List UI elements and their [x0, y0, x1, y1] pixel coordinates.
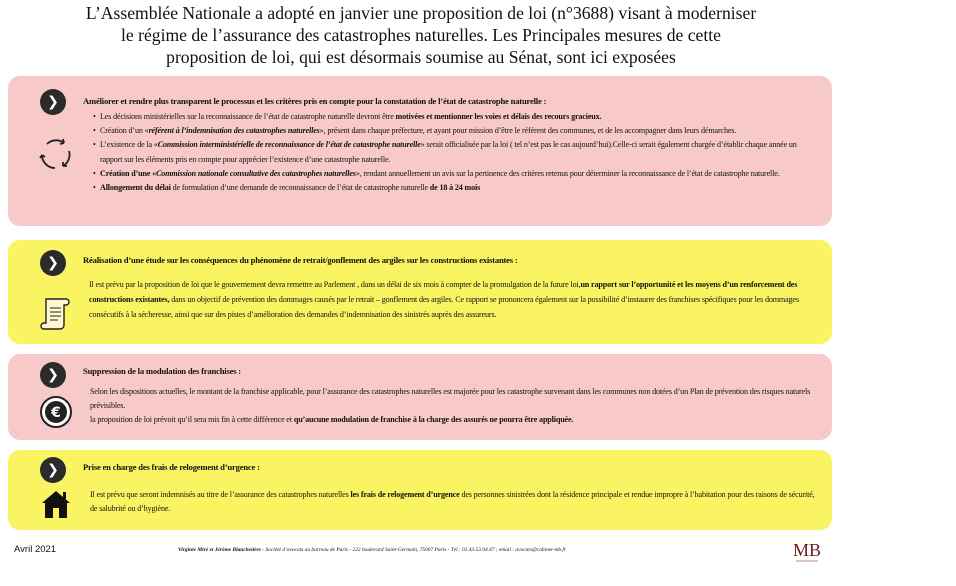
- section-body: Selon les dispositions actuelles, le montant de la franchise applicable, pour l’assurance des catastrophes naturelles est majorée pour les catastrophe survenant dans les communes non dotées d’un Plan de prévention des risques naturels prévisibles. la proposition de loi prévoit qu’il sera mis fin à cette différence et qu’aucune modulation de franchise à la charge des assurés ne pourra être appliquée.: [90, 387, 811, 425]
- list-item: • Allongement du délai de formulation d’une demande de reconnaissance de l’état de catastrophe naturelle de 18 à 24 mois: [100, 181, 820, 195]
- chevron-right-icon: ❯: [40, 89, 66, 115]
- list-item: • L’existence de la «Commission interministérielle de reconnaissance de l’état de catastrophe naturelle» serait officialisée par la loi ( tel n’est pas le cas aujourd’hui).Celle-ci serait également chargée d’établir chaque année un rapport sur les éléments pris en compte pour apprécier l’existence d’une catastrophe naturelle.: [100, 138, 820, 166]
- list-item: • Les décisions ministérielles sur la reconnaissance de l’état de catastrophe naturelle devront être motivées et mentionner les voies et délais des recours gracieux.: [100, 110, 820, 124]
- section-heading: Suppression de la modulation des franchises :: [83, 366, 241, 376]
- chevron-right-icon: ❯: [40, 457, 66, 483]
- list-item: • Création d’un «référent à l’indemnisation des catastrophes naturelles», présent dans chaque préfecture, et ayant pour mission d’être le référent des communes, et de les accompagner dans leurs démarches.: [100, 124, 820, 138]
- title-line-1: L’Assemblée Nationale a adopté en janvier une proposition de loi (n°3688) visant à moderniser: [85, 3, 757, 23]
- section-body: Il est prévu que seront indemnisés au titre de l’assurance des catastrophes naturelles les frais de relogement d’urgence des personnes sinistrées dont la résidence principale et rendue impropre à l’habitation pour des raisons de sécurité, de salubrité ou d’hygiène.: [90, 490, 815, 514]
- page-title: [0, 2, 842, 68]
- svg-text:MB: MB: [792, 540, 822, 560]
- section-franchise-modulation: [8, 354, 832, 440]
- footer-credit: Virginie Miré et Jérôme Blanchetière - Société d’avocats au barreau de Paris - 222 boulevard Saint-Germain, 75007 Paris - Tél : 01.43.53.94.47 ; email : avocats@cabinet-mb.fr: [178, 547, 566, 553]
- section-catastrophe-recognition: [8, 76, 832, 226]
- firm-logo: [790, 534, 824, 568]
- footer-date: Avril 2021: [14, 544, 57, 555]
- list-item: • Création d’une «Commission nationale consultative des catastrophes naturelles», rendant annuellement un avis sur la pertinence des critères retenus pour déterminer la reconnaissance de l’état de catastrophe naturelle.: [100, 167, 820, 181]
- section-clay-study: [8, 240, 832, 344]
- section-heading: Prise en charge des frais de relogement d’urgence :: [83, 462, 260, 472]
- chevron-right-icon: ❯: [40, 250, 66, 276]
- svg-text:€: €: [51, 405, 61, 421]
- refresh-cycle-icon: [36, 134, 76, 174]
- title-line-3: proposition de loi, qui est désormais soumise au Sénat, sont ici exposées: [166, 47, 676, 67]
- section-body: Il est prévu par la proposition de loi que le gouvernement devra remettre au Parlement , dans un délai de six mois à compter de la promulgation de la future loi,un rapport sur l’opportunité et les moyens d’un renforcement des constructions existantes, dans un objectif de prévention des dommages causés par le retrait – gonflement des argiles. Ce rapport se prononcera également sur la possibilité d’instaurer des franchises spécifiques pour les dommages consécutifs à la sécheresse, ainsi que sur des pistes d’amélioration des demandes d’indemnisation des sinistrés auprès des assureurs.: [89, 280, 799, 320]
- chevron-right-icon: ❯: [40, 362, 66, 388]
- scroll-icon: [38, 294, 74, 332]
- house-icon: [38, 486, 74, 522]
- section-body: [90, 110, 820, 195]
- section-emergency-rehousing: [8, 450, 832, 530]
- title-line-2: le régime de l’assurance des catastrophes naturelles. Les Principales mesures de cette: [121, 25, 721, 45]
- section-heading: Améliorer et rendre plus transparent le processus et les critères pris en compte pour la constatation de l’état de catastrophe naturelle :: [83, 96, 547, 106]
- section-heading: Réalisation d’une étude sur les conséquences du phénomène de retrait/gonflement des argiles sur les constructions existantes :: [83, 255, 518, 265]
- euro-coin-icon: [38, 394, 74, 430]
